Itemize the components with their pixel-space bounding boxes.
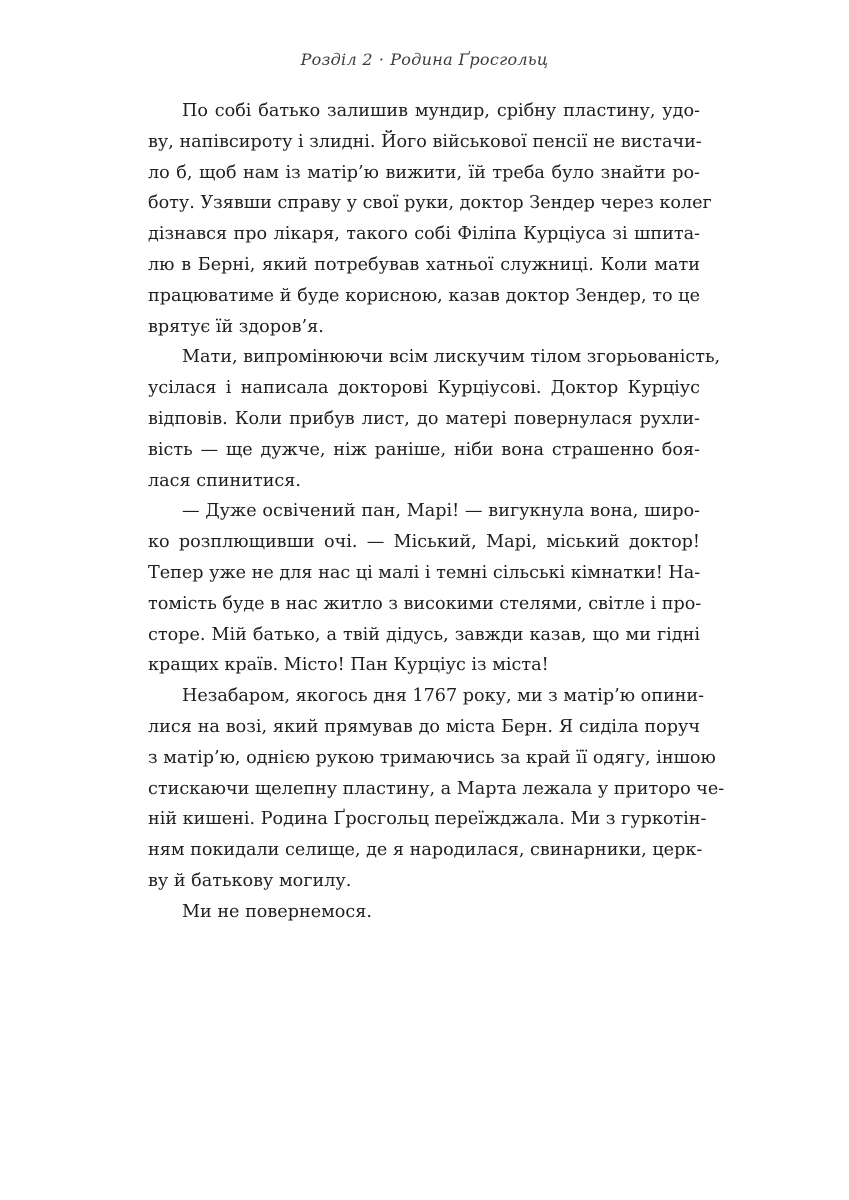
text-line: ням покидали селище, де я народилася, свинарники, церк- <box>148 840 703 861</box>
text-line: боту. Узявши справу у свої руки, доктор Зендер через колег <box>148 193 712 214</box>
text-line: томість буде в нас житло з високими стелями, світле і про- <box>148 593 702 614</box>
text-line: сторе. Мій батько, а твій дідусь, завжди казав, що ми гідні <box>148 624 700 645</box>
text-line: кращих країв. Місто! Пан Курціус із міста! <box>148 655 549 676</box>
text-line: працюватиме й буде корисною, казав доктор Зендер, то це <box>148 285 700 306</box>
text-line: вість — ще дужче, ніж раніше, ніби вона страшенно боя- <box>148 439 700 460</box>
chapter-label: Розділ 2 <box>300 50 373 69</box>
text-line: ній кишені. Родина Ґросгольц переїжджала. Ми з гуркотін- <box>148 809 707 830</box>
text-line: ву, напівсироту і злидні. Його військової пенсії не вистачи- <box>148 131 702 152</box>
text-line: відповів. Коли прибув лист, до матері повернулася рухли- <box>148 408 700 429</box>
text-line: з матір’ю, однією рукою тримаючись за край її одягу, іншою <box>148 747 716 768</box>
text-line: ко розплющивши очі. — Міський, Марі, міський доктор! <box>148 532 700 553</box>
text-line: ву й батькову могилу. <box>148 870 352 891</box>
text-line: врятує їй здоров’я. <box>148 316 324 337</box>
text-line: усілася і написала докторові Курціусові. Доктор Курціус <box>148 378 700 399</box>
paragraph <box>148 897 700 928</box>
text-line: По собі батько залишив мундир, срібну пластину, удо- <box>182 101 700 121</box>
text-line: лю в Берні, який потребував хатньої служниці. Коли мати <box>148 254 700 275</box>
paragraph <box>148 496 700 681</box>
text-line: лися на возі, який прямував до міста Берн. Я сиділа поруч <box>148 716 700 737</box>
chapter-title: Родина Ґросгольц <box>390 50 549 69</box>
text-line: Ми не повернемося. <box>182 901 372 922</box>
text-line: — Дуже освічений пан, Марі! — вигукнула вона, широ- <box>182 501 700 522</box>
text-line: лася спинитися. <box>148 470 301 491</box>
text-line: Тепер уже не для нас ці малі і темні сільські кімнатки! На- <box>148 562 701 583</box>
text-line: дізнався про лікаря, такого собі Філіпа Курціуса зі шпита- <box>148 224 700 245</box>
paragraph <box>148 96 712 342</box>
paragraph <box>148 681 725 897</box>
text-line: Мати, випромінюючи всім лискучим тілом згорьованість, <box>182 347 721 368</box>
body-text <box>148 96 725 928</box>
header-separator: · <box>378 50 385 69</box>
running-header <box>0 50 849 69</box>
paragraph <box>148 342 721 496</box>
text-line: Незабаром, якогось дня 1767 року, ми з матір’ю опини- <box>182 686 705 707</box>
text-line: стискаючи щелепну пластину, а Марта лежала у приторо че- <box>148 778 725 799</box>
text-line: ло б, щоб нам із матір’ю вижити, їй треба було знайти ро- <box>148 162 700 183</box>
